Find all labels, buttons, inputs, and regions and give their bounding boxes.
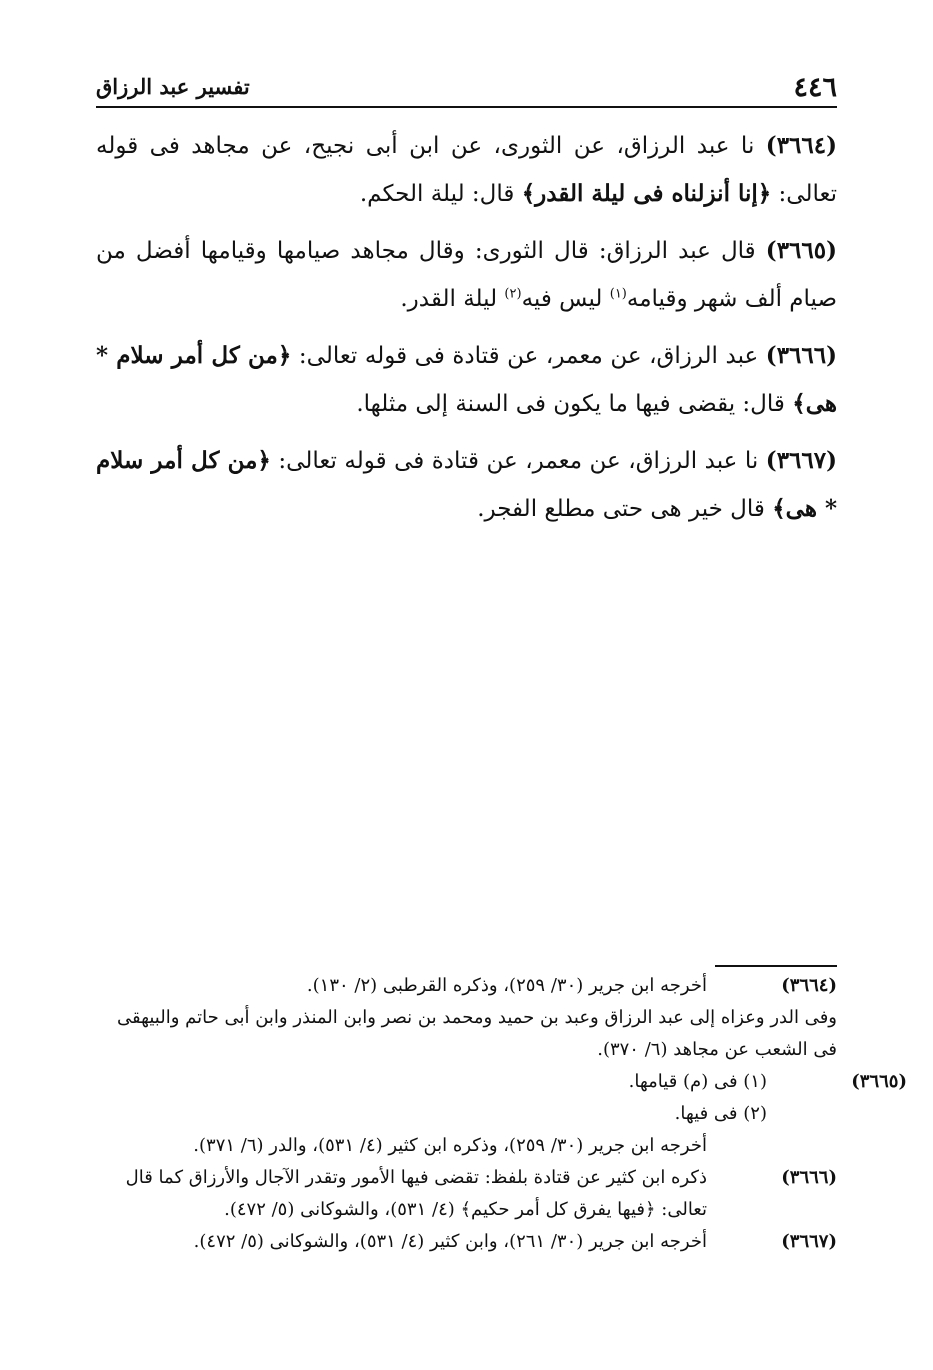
- footnote-number: (٣٦٦٤): [781, 975, 837, 996]
- entry-text: نا عبد الرزاق، عن معمر، عن قتادة فى قوله تعالى:: [270, 448, 766, 474]
- entry-text: قال: يقضى فيها ما يكون فى السنة إلى مثلها.: [356, 391, 793, 417]
- footnote-number: (٣٦٦٦): [781, 1167, 837, 1188]
- page-header: [96, 66, 837, 108]
- footnote-text: وفى الدر وعزاه إلى عبد الرزاق وعبد بن حميد ومحمد بن نصر وابن المنذر وابن أبى حاتم والبيهقى فى الشعب عن مجاهد (٦/ ٣٧٠).: [116, 1007, 837, 1060]
- quran-quote: ﴿من كل أمر سلام * هى﴾: [96, 342, 837, 417]
- entry-number: (٣٦٦٧): [765, 447, 837, 474]
- entry-text: ليس فيه: [521, 286, 610, 312]
- footnote-text: أخرجه ابن جرير (٣٠/ ٢٥٩)، وذكره القرطبى (٢/ ١٣٠).: [306, 975, 707, 996]
- footnote-text: (١) فى (م) قيامها.: [628, 1071, 767, 1092]
- footnote-3665-source: [96, 1130, 837, 1162]
- footnote-text: ذكره ابن كثير عن قتادة بلفظ: تقضى فيها الأمور وتقدر الآجال والأرزاق كما قال تعالى: ﴿فيها يفرق كل أمر حكيم﴾ (٤/ ٥٣١)، والشوكانى (٥/ ٤٧٢).: [125, 1167, 707, 1220]
- entry-3667: [96, 437, 837, 533]
- entry-number: (٣٦٦٤): [765, 132, 837, 159]
- entry-text: ليلة القدر.: [400, 286, 505, 312]
- footnote-number: (٣٦٦٧): [781, 1231, 837, 1252]
- footnote-3666: [96, 1162, 837, 1226]
- running-title: تفسير عبد الرزاق: [96, 74, 250, 99]
- entry-number: (٣٦٦٥): [765, 237, 837, 264]
- entry-number: (٣٦٦٦): [765, 342, 837, 369]
- footnotes: [96, 970, 907, 1258]
- footnote-3664-note: [96, 1002, 837, 1066]
- entry-3666: [96, 332, 837, 428]
- entry-text: قال خير هى حتى مطلع الفجر.: [477, 496, 773, 522]
- footnote-marker: (١): [609, 286, 627, 302]
- entry-3665: [96, 227, 837, 323]
- footnote-number: (٣٦٦٥): [851, 1071, 907, 1092]
- footnote-marker: (٢): [504, 286, 522, 302]
- footnote-3665-2: [96, 1098, 837, 1130]
- entry-text: عبد الرزاق، عن معمر، عن قتادة فى قوله تعالى:: [291, 343, 766, 369]
- quran-quote: ﴿إنا أنزلناه فى ليلة القدر﴾: [521, 180, 772, 207]
- footnote-3665: [96, 1066, 907, 1098]
- entry-3664: [96, 122, 837, 218]
- footnote-3664: [96, 970, 837, 1002]
- main-text: [96, 122, 837, 542]
- footnote-text: أخرجه ابن جرير (٣٠/ ٢٦١)، وابن كثير (٤/ ٥٣١)، والشوكانى (٥/ ٤٧٢).: [193, 1231, 707, 1252]
- footnote-text: (٢) فى فيها.: [674, 1103, 767, 1124]
- footnote-text: أخرجه ابن جرير (٣٠/ ٢٥٩)، وذكره ابن كثير (٤/ ٥٣١)، والدر (٦/ ٣٧١).: [193, 1135, 707, 1156]
- footnote-3667: [96, 1226, 837, 1258]
- entry-text: قال: ليلة الحكم.: [359, 181, 522, 207]
- entry-text: نا عبد الرزاق، عن الثورى، عن ابن أبى نجيح، عن مجاهد فى قوله تعالى:: [96, 133, 837, 207]
- footnote-separator: [715, 965, 837, 967]
- quran-quote: ﴿من كل أمر سلام * هى﴾: [96, 447, 837, 522]
- entry-text: قال عبد الرزاق: قال الثورى: وقال مجاهد صيامها وقيامها أفضل من صيام ألف شهر وقيامه: [96, 238, 837, 312]
- page-number: ٤٤٦: [793, 72, 837, 103]
